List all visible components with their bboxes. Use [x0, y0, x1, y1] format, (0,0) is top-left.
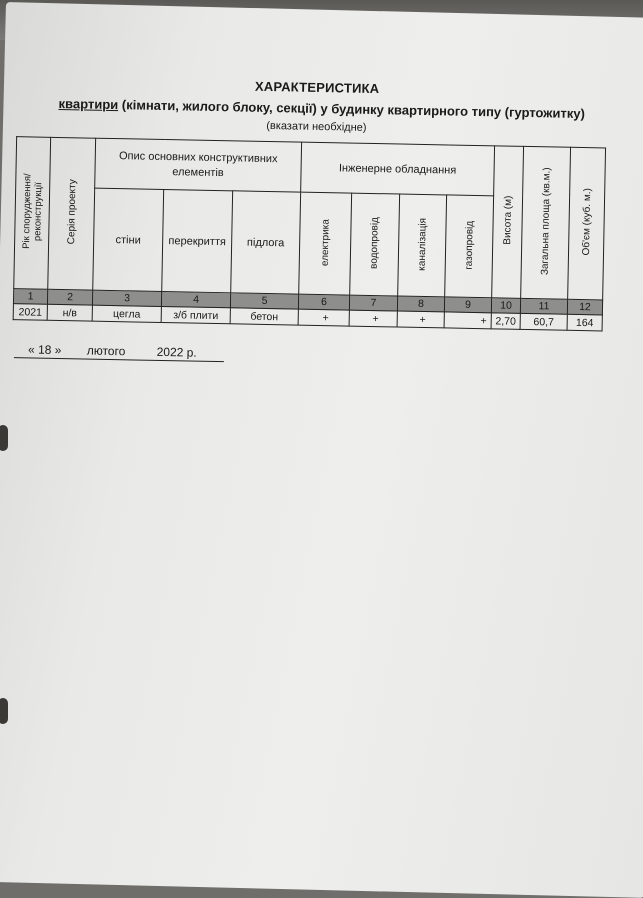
header-series: Серія проекту [48, 137, 96, 290]
header-construct-group: Опис основних конструктивних елементів [95, 138, 302, 192]
cell-sewer: + [397, 311, 444, 328]
cell-year: 2021 [13, 304, 47, 321]
date-year: 2022 р. [156, 344, 197, 360]
characteristics-table [13, 136, 606, 331]
cell-area: 60,7 [520, 313, 567, 330]
col-number: 6 [298, 294, 349, 310]
subtitle-underlined: квартири [58, 95, 119, 113]
cell-volume: 164 [567, 314, 602, 331]
cell-series: н/в [47, 304, 92, 321]
header-walls: стіни [93, 188, 164, 291]
header-floor: підлога [231, 191, 301, 294]
header-water: водопровід [350, 193, 400, 296]
cell-height: 2,70 [491, 313, 520, 330]
cell-water: + [349, 310, 397, 327]
col-number: 9 [444, 297, 491, 313]
header-engineering-group: Інженерне обладнання [301, 142, 495, 196]
header-gas: газопровід [445, 195, 494, 298]
col-number: 10 [491, 298, 520, 314]
col-number: 4 [161, 291, 230, 307]
col-number: 8 [397, 296, 444, 312]
header-volume: Об'єм (куб. м.) [568, 147, 606, 300]
col-number: 3 [92, 290, 161, 306]
header-area: Загальна площа (кв.м.) [521, 146, 571, 299]
col-number: 1 [13, 289, 47, 305]
col-number: 12 [567, 299, 602, 315]
cell-walls: цегла [92, 305, 161, 322]
date-day: « 18 » [27, 342, 62, 358]
header-sewer: каналізація [398, 194, 447, 297]
header-slabs: перекриття [162, 189, 233, 292]
col-number: 5 [230, 293, 298, 309]
header-height: Висота (м) [492, 146, 524, 299]
header-electric: електрика [299, 192, 352, 295]
col-number: 11 [520, 298, 567, 314]
cell-electric: + [298, 309, 349, 326]
doc-title: ХАРАКТЕРИСТИКА [254, 78, 380, 97]
doc-note: (вказати необхідне) [266, 119, 367, 134]
cell-slabs: з/б плити [161, 306, 230, 323]
cell-gas: + [444, 312, 491, 329]
header-year: Рік спорудження/ реконструкції [14, 137, 51, 290]
date-month: лютого [86, 343, 126, 359]
subtitle-rest: (кімнати, жилого блоку, секції) у будинку квартирного типу (гуртожитку) [118, 97, 586, 122]
cell-floor: бетон [230, 308, 298, 325]
col-number: 2 [47, 289, 92, 305]
col-number: 7 [349, 295, 397, 311]
